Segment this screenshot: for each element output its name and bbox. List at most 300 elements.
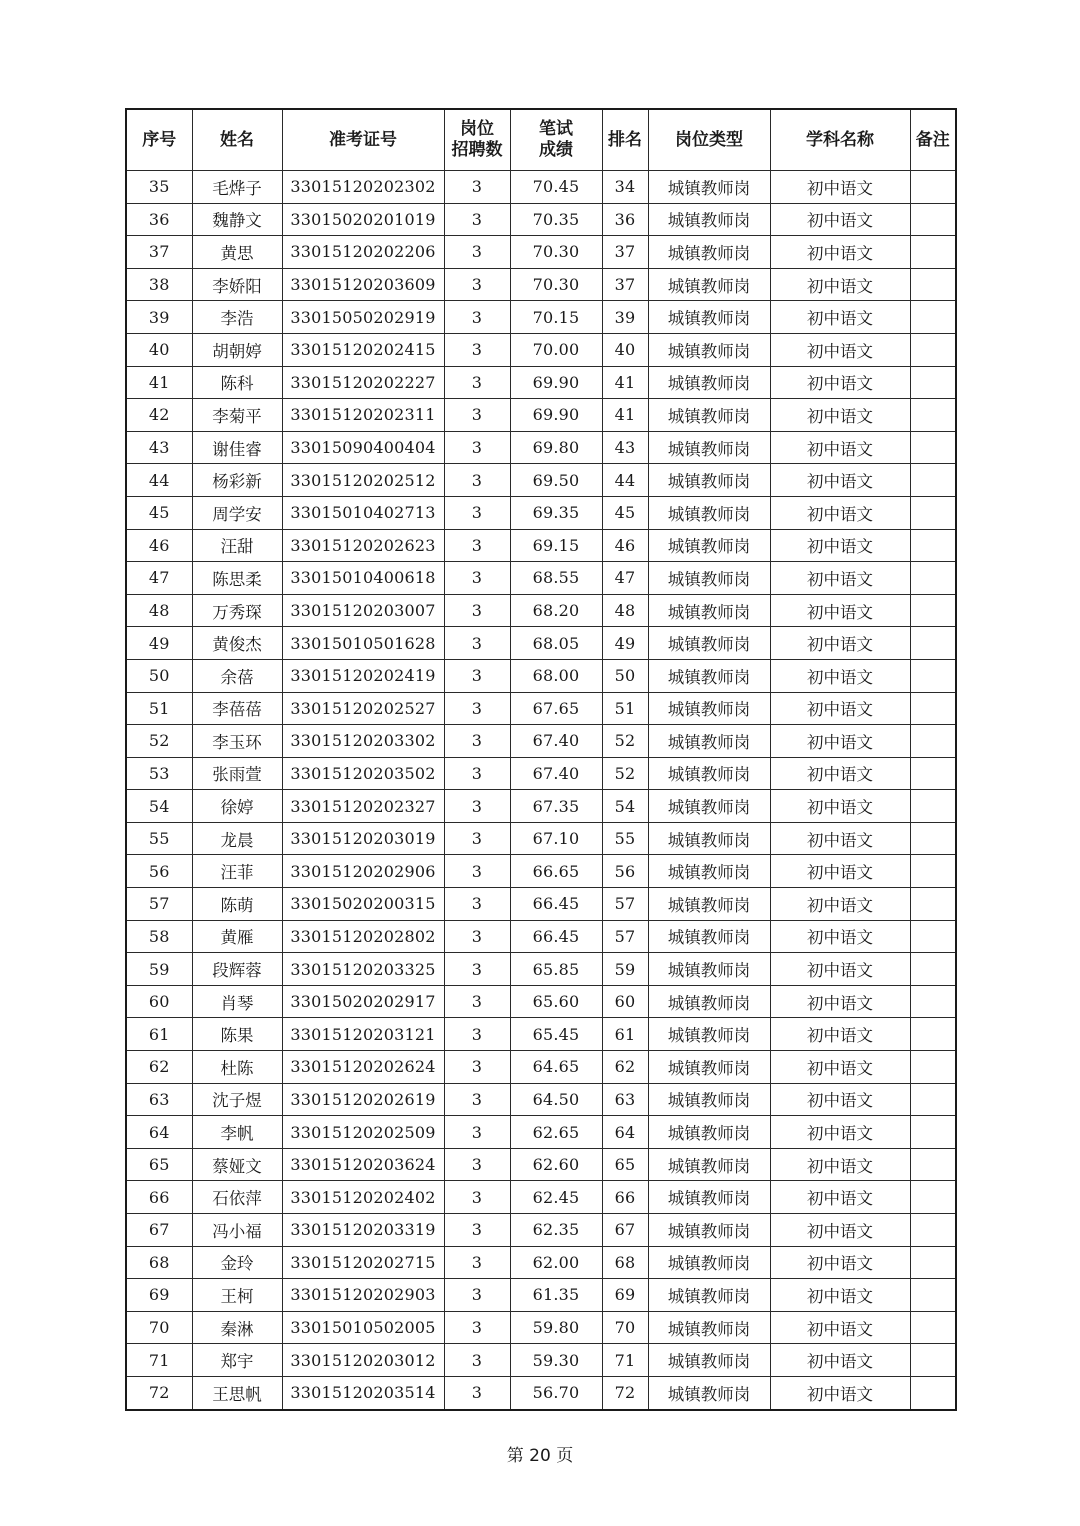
- cell-positions: 3: [444, 366, 510, 399]
- table-row: [126, 1018, 956, 1051]
- cell-seq: 38: [126, 268, 192, 301]
- page-number: 第 20 页: [506, 1446, 574, 1466]
- cell-post-type: 城镇教师岗: [648, 692, 770, 725]
- table-row: [126, 268, 956, 301]
- cell-positions: 3: [444, 1181, 510, 1214]
- cell-exam-id: 33015050202919: [282, 301, 444, 334]
- cell-name: 余蓓: [192, 659, 282, 692]
- cell-name: 黄思: [192, 236, 282, 269]
- cell-name: 李玉环: [192, 725, 282, 758]
- cell-post-type: 城镇教师岗: [648, 496, 770, 529]
- table-row: [126, 496, 956, 529]
- header-positions: [444, 109, 510, 171]
- cell-positions: 3: [444, 1246, 510, 1279]
- cell-post-type: 城镇教师岗: [648, 1246, 770, 1279]
- table-body: [126, 171, 956, 1410]
- header-name: 姓名: [192, 109, 282, 171]
- cell-exam-id: 33015120203007: [282, 594, 444, 627]
- cell-remark: [910, 1051, 956, 1084]
- table-row: [126, 366, 956, 399]
- cell-score: 62.60: [510, 1148, 602, 1181]
- cell-positions: 3: [444, 757, 510, 790]
- cell-rank: 71: [602, 1344, 648, 1377]
- table-row: [126, 725, 956, 758]
- cell-subject: 初中语文: [770, 529, 910, 562]
- cell-exam-id: 33015120202624: [282, 1051, 444, 1084]
- cell-name: 毛烨子: [192, 171, 282, 204]
- cell-positions: 3: [444, 236, 510, 269]
- cell-score: 68.00: [510, 659, 602, 692]
- table-row: [126, 301, 956, 334]
- table-row: [126, 562, 956, 595]
- cell-seq: 55: [126, 822, 192, 855]
- cell-exam-id: 33015120202327: [282, 790, 444, 823]
- cell-post-type: 城镇教师岗: [648, 1148, 770, 1181]
- table-row: [126, 529, 956, 562]
- cell-remark: [910, 333, 956, 366]
- cell-score: 67.40: [510, 725, 602, 758]
- cell-seq: 47: [126, 562, 192, 595]
- table-row: [126, 1344, 956, 1377]
- cell-rank: 52: [602, 757, 648, 790]
- cell-name: 黄雁: [192, 920, 282, 953]
- cell-name: 周学安: [192, 496, 282, 529]
- cell-positions: 3: [444, 464, 510, 497]
- cell-rank: 52: [602, 725, 648, 758]
- cell-subject: 初中语文: [770, 1279, 910, 1312]
- cell-score: 69.80: [510, 431, 602, 464]
- cell-remark: [910, 399, 956, 432]
- cell-remark: [910, 268, 956, 301]
- cell-name: 冯小福: [192, 1214, 282, 1247]
- cell-rank: 39: [602, 301, 648, 334]
- cell-post-type: 城镇教师岗: [648, 953, 770, 986]
- cell-remark: [910, 920, 956, 953]
- cell-rank: 37: [602, 236, 648, 269]
- table-row: [126, 1279, 956, 1312]
- table-row: [126, 822, 956, 855]
- cell-rank: 36: [602, 203, 648, 236]
- cell-score: 69.90: [510, 366, 602, 399]
- cell-remark: [910, 1083, 956, 1116]
- cell-name: 徐婷: [192, 790, 282, 823]
- cell-exam-id: 33015120203325: [282, 953, 444, 986]
- cell-name: 李蓓蓓: [192, 692, 282, 725]
- cell-exam-id: 33015120202903: [282, 1279, 444, 1312]
- cell-positions: 3: [444, 496, 510, 529]
- cell-exam-id: 33015010501628: [282, 627, 444, 660]
- cell-name: 郑宇: [192, 1344, 282, 1377]
- cell-positions: 3: [444, 1083, 510, 1116]
- table-row: [126, 985, 956, 1018]
- cell-seq: 66: [126, 1181, 192, 1214]
- cell-score: 66.45: [510, 888, 602, 921]
- cell-exam-id: 33015120202802: [282, 920, 444, 953]
- cell-subject: 初中语文: [770, 1148, 910, 1181]
- cell-exam-id: 33015120202619: [282, 1083, 444, 1116]
- cell-score: 67.40: [510, 757, 602, 790]
- cell-seq: 56: [126, 855, 192, 888]
- cell-seq: 61: [126, 1018, 192, 1051]
- cell-rank: 60: [602, 985, 648, 1018]
- cell-exam-id: 33015120202527: [282, 692, 444, 725]
- header-remark: 备注: [910, 109, 956, 171]
- cell-rank: 72: [602, 1376, 648, 1409]
- cell-exam-id: 33015120202311: [282, 399, 444, 432]
- cell-remark: [910, 301, 956, 334]
- cell-score: 65.85: [510, 953, 602, 986]
- cell-post-type: 城镇教师岗: [648, 1311, 770, 1344]
- cell-score: 70.15: [510, 301, 602, 334]
- table-row: [126, 627, 956, 660]
- cell-name: 李帆: [192, 1116, 282, 1149]
- cell-remark: [910, 431, 956, 464]
- cell-name: 胡朝婷: [192, 333, 282, 366]
- table-row: [126, 953, 956, 986]
- cell-score: 70.35: [510, 203, 602, 236]
- cell-remark: [910, 203, 956, 236]
- cell-remark: [910, 1181, 956, 1214]
- cell-name: 秦淋: [192, 1311, 282, 1344]
- cell-name: 李浩: [192, 301, 282, 334]
- cell-score: 62.65: [510, 1116, 602, 1149]
- cell-remark: [910, 790, 956, 823]
- cell-exam-id: 33015020202917: [282, 985, 444, 1018]
- header-exam-id: 准考证号: [282, 109, 444, 171]
- cell-score: 62.35: [510, 1214, 602, 1247]
- cell-remark: [910, 594, 956, 627]
- cell-rank: 48: [602, 594, 648, 627]
- cell-subject: 初中语文: [770, 1181, 910, 1214]
- cell-subject: 初中语文: [770, 1376, 910, 1409]
- cell-positions: 3: [444, 333, 510, 366]
- cell-name: 谢佳睿: [192, 431, 282, 464]
- cell-name: 杜陈: [192, 1051, 282, 1084]
- cell-name: 汪甜: [192, 529, 282, 562]
- cell-remark: [910, 562, 956, 595]
- cell-name: 魏静文: [192, 203, 282, 236]
- cell-subject: 初中语文: [770, 822, 910, 855]
- header-seq: 序号: [126, 109, 192, 171]
- cell-positions: 3: [444, 1148, 510, 1181]
- cell-remark: [910, 953, 956, 986]
- cell-post-type: 城镇教师岗: [648, 562, 770, 595]
- cell-score: 66.65: [510, 855, 602, 888]
- cell-positions: 3: [444, 725, 510, 758]
- cell-post-type: 城镇教师岗: [648, 301, 770, 334]
- cell-remark: [910, 888, 956, 921]
- cell-rank: 40: [602, 333, 648, 366]
- cell-rank: 43: [602, 431, 648, 464]
- cell-rank: 62: [602, 1051, 648, 1084]
- cell-post-type: 城镇教师岗: [648, 855, 770, 888]
- cell-score: 70.45: [510, 171, 602, 204]
- table-row: [126, 790, 956, 823]
- cell-positions: 3: [444, 888, 510, 921]
- cell-name: 蔡娅文: [192, 1148, 282, 1181]
- cell-positions: 3: [444, 529, 510, 562]
- cell-positions: 3: [444, 822, 510, 855]
- cell-score: 65.60: [510, 985, 602, 1018]
- header-rank: 排名: [602, 109, 648, 171]
- cell-post-type: 城镇教师岗: [648, 1116, 770, 1149]
- cell-post-type: 城镇教师岗: [648, 1376, 770, 1409]
- cell-score: 70.30: [510, 268, 602, 301]
- cell-name: 陈果: [192, 1018, 282, 1051]
- cell-subject: 初中语文: [770, 1344, 910, 1377]
- table-row: [126, 1116, 956, 1149]
- cell-score: 67.65: [510, 692, 602, 725]
- cell-remark: [910, 985, 956, 1018]
- cell-remark: [910, 1148, 956, 1181]
- cell-rank: 37: [602, 268, 648, 301]
- cell-name: 王柯: [192, 1279, 282, 1312]
- cell-post-type: 城镇教师岗: [648, 333, 770, 366]
- cell-positions: 3: [444, 594, 510, 627]
- cell-remark: [910, 1311, 956, 1344]
- cell-post-type: 城镇教师岗: [648, 268, 770, 301]
- header-post-type: 岗位类型: [648, 109, 770, 171]
- cell-exam-id: 33015120203609: [282, 268, 444, 301]
- cell-post-type: 城镇教师岗: [648, 1344, 770, 1377]
- cell-subject: 初中语文: [770, 1083, 910, 1116]
- cell-post-type: 城镇教师岗: [648, 1279, 770, 1312]
- cell-name: 沈子煜: [192, 1083, 282, 1116]
- cell-subject: 初中语文: [770, 1051, 910, 1084]
- cell-score: 68.20: [510, 594, 602, 627]
- cell-subject: 初中语文: [770, 366, 910, 399]
- cell-rank: 64: [602, 1116, 648, 1149]
- cell-post-type: 城镇教师岗: [648, 203, 770, 236]
- header-score-line2: 成绩: [539, 140, 573, 160]
- cell-seq: 36: [126, 203, 192, 236]
- cell-rank: 41: [602, 399, 648, 432]
- cell-name: 陈萌: [192, 888, 282, 921]
- cell-rank: 45: [602, 496, 648, 529]
- cell-remark: [910, 1279, 956, 1312]
- cell-score: 70.00: [510, 333, 602, 366]
- cell-rank: 67: [602, 1214, 648, 1247]
- cell-seq: 68: [126, 1246, 192, 1279]
- cell-score: 69.35: [510, 496, 602, 529]
- cell-rank: 66: [602, 1181, 648, 1214]
- cell-score: 68.05: [510, 627, 602, 660]
- cell-subject: 初中语文: [770, 888, 910, 921]
- cell-score: 61.35: [510, 1279, 602, 1312]
- cell-score: 59.80: [510, 1311, 602, 1344]
- cell-subject: 初中语文: [770, 1311, 910, 1344]
- cell-exam-id: 33015120202206: [282, 236, 444, 269]
- cell-exam-id: 33015120203319: [282, 1214, 444, 1247]
- cell-post-type: 城镇教师岗: [648, 236, 770, 269]
- cell-positions: 3: [444, 171, 510, 204]
- cell-post-type: 城镇教师岗: [648, 659, 770, 692]
- cell-seq: 49: [126, 627, 192, 660]
- cell-rank: 57: [602, 920, 648, 953]
- cell-seq: 53: [126, 757, 192, 790]
- cell-name: 段辉蓉: [192, 953, 282, 986]
- cell-positions: 3: [444, 1018, 510, 1051]
- cell-exam-id: 33015120203019: [282, 822, 444, 855]
- cell-score: 59.30: [510, 1344, 602, 1377]
- cell-positions: 3: [444, 1344, 510, 1377]
- cell-subject: 初中语文: [770, 562, 910, 595]
- cell-score: 64.65: [510, 1051, 602, 1084]
- cell-score: 68.55: [510, 562, 602, 595]
- cell-positions: 3: [444, 431, 510, 464]
- cell-rank: 50: [602, 659, 648, 692]
- cell-positions: 3: [444, 1214, 510, 1247]
- cell-subject: 初中语文: [770, 790, 910, 823]
- cell-name: 李娇阳: [192, 268, 282, 301]
- cell-post-type: 城镇教师岗: [648, 529, 770, 562]
- table-row: [126, 1214, 956, 1247]
- cell-name: 石依萍: [192, 1181, 282, 1214]
- cell-subject: 初中语文: [770, 431, 910, 464]
- cell-seq: 41: [126, 366, 192, 399]
- table-row: [126, 594, 956, 627]
- cell-exam-id: 33015090400404: [282, 431, 444, 464]
- cell-post-type: 城镇教师岗: [648, 725, 770, 758]
- header-score-line1: 笔试: [539, 119, 573, 139]
- table-row: [126, 1181, 956, 1214]
- cell-subject: 初中语文: [770, 920, 910, 953]
- cell-positions: 3: [444, 562, 510, 595]
- cell-score: 65.45: [510, 1018, 602, 1051]
- cell-post-type: 城镇教师岗: [648, 1083, 770, 1116]
- cell-subject: 初中语文: [770, 171, 910, 204]
- cell-remark: [910, 236, 956, 269]
- cell-score: 66.45: [510, 920, 602, 953]
- cell-subject: 初中语文: [770, 301, 910, 334]
- cell-subject: 初中语文: [770, 627, 910, 660]
- cell-seq: 72: [126, 1376, 192, 1409]
- cell-rank: 41: [602, 366, 648, 399]
- cell-name: 汪菲: [192, 855, 282, 888]
- cell-name: 黄俊杰: [192, 627, 282, 660]
- cell-rank: 46: [602, 529, 648, 562]
- table-row: [126, 203, 956, 236]
- cell-exam-id: 33015020201019: [282, 203, 444, 236]
- cell-score: 67.35: [510, 790, 602, 823]
- cell-positions: 3: [444, 1311, 510, 1344]
- cell-remark: [910, 1344, 956, 1377]
- table-row: [126, 333, 956, 366]
- cell-rank: 54: [602, 790, 648, 823]
- cell-seq: 71: [126, 1344, 192, 1377]
- cell-seq: 42: [126, 399, 192, 432]
- cell-seq: 52: [126, 725, 192, 758]
- cell-rank: 49: [602, 627, 648, 660]
- cell-exam-id: 33015120203302: [282, 725, 444, 758]
- cell-positions: 3: [444, 985, 510, 1018]
- cell-seq: 46: [126, 529, 192, 562]
- cell-score: 69.50: [510, 464, 602, 497]
- cell-post-type: 城镇教师岗: [648, 594, 770, 627]
- cell-remark: [910, 1246, 956, 1279]
- cell-subject: 初中语文: [770, 496, 910, 529]
- cell-seq: 51: [126, 692, 192, 725]
- cell-seq: 59: [126, 953, 192, 986]
- header-positions-line1: 岗位: [460, 119, 494, 139]
- cell-positions: 3: [444, 268, 510, 301]
- cell-positions: 3: [444, 855, 510, 888]
- cell-score: 70.30: [510, 236, 602, 269]
- cell-post-type: 城镇教师岗: [648, 757, 770, 790]
- cell-post-type: 城镇教师岗: [648, 920, 770, 953]
- cell-remark: [910, 692, 956, 725]
- header-subject: 学科名称: [770, 109, 910, 171]
- cell-remark: [910, 464, 956, 497]
- cell-name: 陈科: [192, 366, 282, 399]
- cell-rank: 57: [602, 888, 648, 921]
- cell-positions: 3: [444, 627, 510, 660]
- cell-rank: 56: [602, 855, 648, 888]
- cell-subject: 初中语文: [770, 236, 910, 269]
- cell-subject: 初中语文: [770, 953, 910, 986]
- table-row: [126, 464, 956, 497]
- cell-positions: 3: [444, 1116, 510, 1149]
- cell-seq: 43: [126, 431, 192, 464]
- cell-subject: 初中语文: [770, 464, 910, 497]
- cell-remark: [910, 171, 956, 204]
- cell-exam-id: 33015120203121: [282, 1018, 444, 1051]
- cell-exam-id: 33015120203514: [282, 1376, 444, 1409]
- header-row: [126, 109, 956, 171]
- cell-rank: 68: [602, 1246, 648, 1279]
- cell-remark: [910, 627, 956, 660]
- cell-rank: 51: [602, 692, 648, 725]
- cell-rank: 47: [602, 562, 648, 595]
- cell-exam-id: 33015010502005: [282, 1311, 444, 1344]
- cell-rank: 34: [602, 171, 648, 204]
- cell-name: 陈思柔: [192, 562, 282, 595]
- cell-exam-id: 33015120203624: [282, 1148, 444, 1181]
- cell-remark: [910, 1214, 956, 1247]
- cell-name: 金玲: [192, 1246, 282, 1279]
- cell-post-type: 城镇教师岗: [648, 790, 770, 823]
- cell-exam-id: 33015120203502: [282, 757, 444, 790]
- cell-post-type: 城镇教师岗: [648, 399, 770, 432]
- cell-exam-id: 33015120202227: [282, 366, 444, 399]
- cell-seq: 58: [126, 920, 192, 953]
- table-row: [126, 855, 956, 888]
- results-table: [125, 108, 957, 1411]
- cell-rank: 70: [602, 1311, 648, 1344]
- table-row: [126, 399, 956, 432]
- cell-seq: 35: [126, 171, 192, 204]
- cell-remark: [910, 1116, 956, 1149]
- cell-name: 肖琴: [192, 985, 282, 1018]
- cell-post-type: 城镇教师岗: [648, 1214, 770, 1247]
- cell-exam-id: 33015120202302: [282, 171, 444, 204]
- table-row: [126, 1148, 956, 1181]
- cell-remark: [910, 757, 956, 790]
- cell-subject: 初中语文: [770, 692, 910, 725]
- cell-seq: 64: [126, 1116, 192, 1149]
- cell-positions: 3: [444, 399, 510, 432]
- cell-subject: 初中语文: [770, 985, 910, 1018]
- cell-exam-id: 33015120202715: [282, 1246, 444, 1279]
- cell-subject: 初中语文: [770, 855, 910, 888]
- cell-exam-id: 33015120202402: [282, 1181, 444, 1214]
- cell-post-type: 城镇教师岗: [648, 464, 770, 497]
- cell-score: 62.00: [510, 1246, 602, 1279]
- cell-post-type: 城镇教师岗: [648, 1051, 770, 1084]
- cell-score: 64.50: [510, 1083, 602, 1116]
- cell-positions: 3: [444, 301, 510, 334]
- cell-rank: 69: [602, 1279, 648, 1312]
